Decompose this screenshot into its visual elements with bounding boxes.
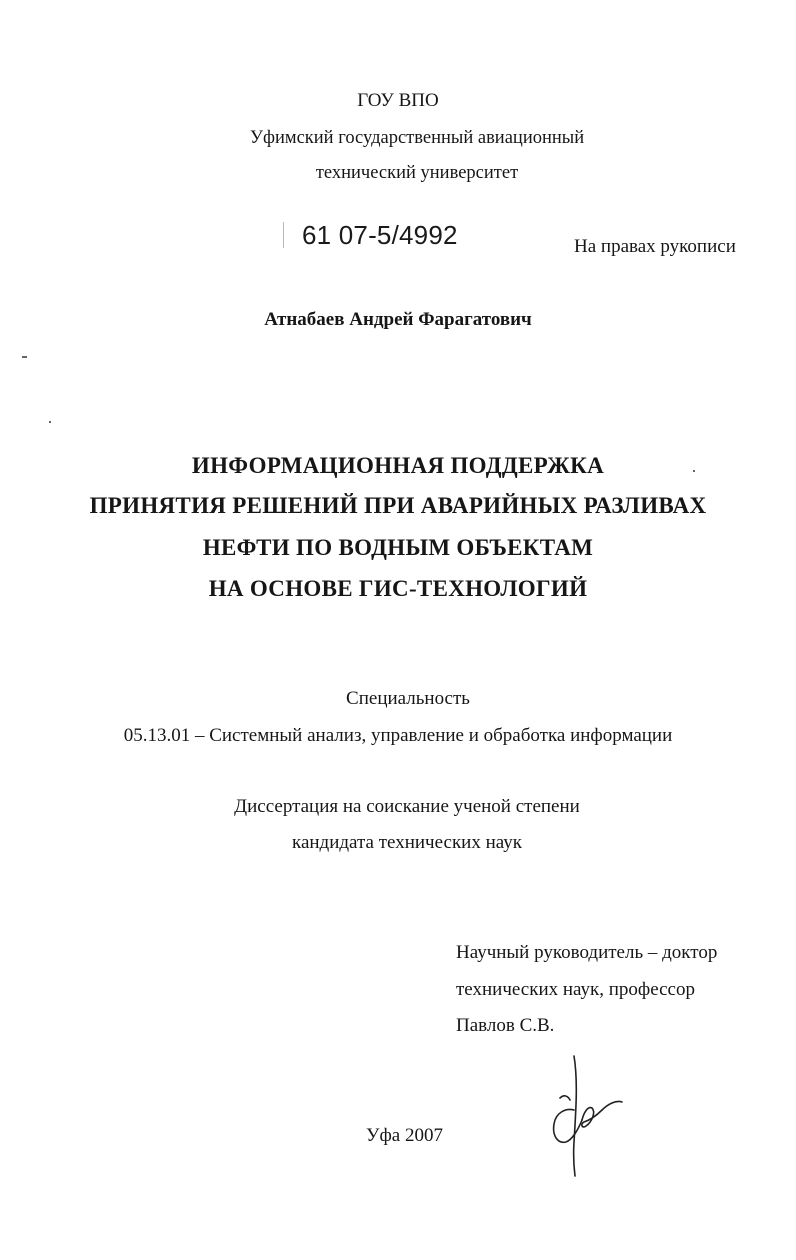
supervisor-title-line2: технических наук, профессор <box>456 979 695 1000</box>
university-name-line2: технический университет <box>315 163 519 183</box>
organization-type: ГОУ ВПО <box>357 90 439 111</box>
scan-mark <box>49 421 51 423</box>
handwritten-signature-icon <box>538 1050 628 1182</box>
title-line-1: ИНФОРМАЦИОННАЯ ПОДДЕРЖКА <box>191 453 605 478</box>
scan-mark <box>283 222 284 248</box>
title-line-2: ПРИНЯТИЯ РЕШЕНИЙ ПРИ АВАРИЙНЫХ РАЗЛИВАХ <box>89 493 707 518</box>
university-name-line1: Уфимский государственный авиационный <box>249 128 585 148</box>
manuscript-rights-label: На правах рукописи <box>574 236 736 257</box>
city-year: Уфа 2007 <box>366 1125 443 1146</box>
scan-mark <box>693 470 695 472</box>
supervisor-title-line1: Научный руководитель – доктор <box>456 942 718 963</box>
library-stamp-number: 61 07-5/4992 <box>302 220 458 250</box>
author-name: Атнабаев Андрей Фарагатович <box>264 309 532 330</box>
specialty-code: 05.13.01 – Системный анализ, управление и обработка информации <box>123 725 673 746</box>
scan-mark <box>22 356 27 358</box>
supervisor-name: Павлов С.В. <box>456 1015 555 1036</box>
dissertation-degree-line1: Диссертация на соискание ученой степени <box>234 796 580 817</box>
specialty-label: Специальность <box>346 688 470 709</box>
dissertation-degree-line2: кандидата технических наук <box>292 832 522 853</box>
title-line-4: НА ОСНОВЕ ГИС-ТЕХНОЛОГИЙ <box>208 576 588 601</box>
title-line-3: НЕФТИ ПО ВОДНЫМ ОБЪЕКТАМ <box>202 535 594 560</box>
